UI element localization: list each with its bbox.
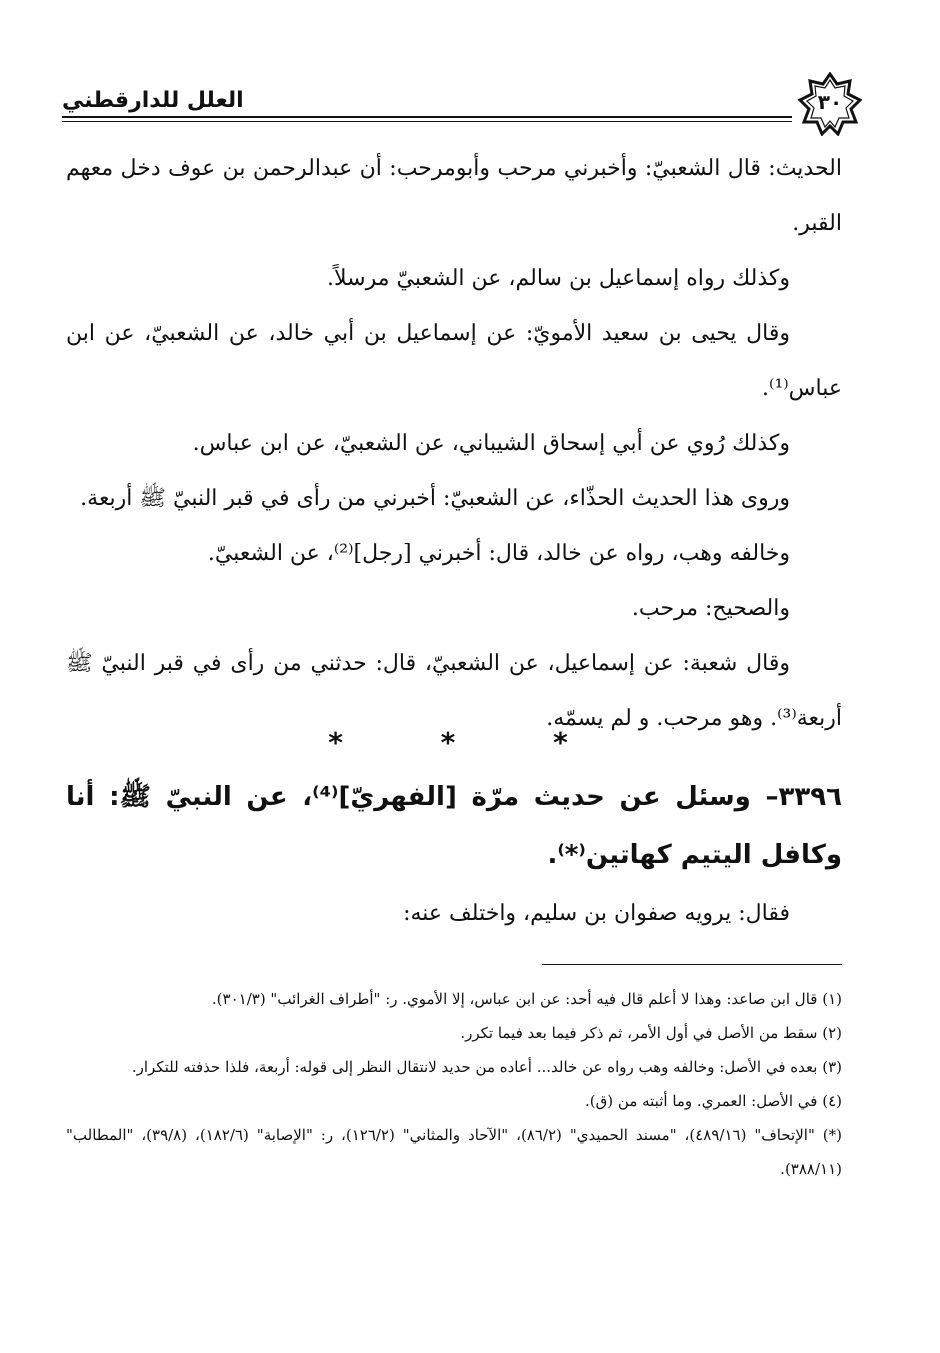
- section-separator: * * *: [328, 726, 612, 759]
- paragraph: وكذلك رواه إسماعيل بن سالم، عن الشعبيّ مرسلاً.: [327, 266, 790, 291]
- footnote: (٢) سقط من الأصل في أول الأمر، ثم ذكر فيما بعد فيما تكرر.: [460, 1024, 842, 1042]
- paragraph: الحديث: قال الشعبيّ: وأخبرني مرحب وأبومرحب: أن عبدالرحمن بن عوف دخل معهم القبر.: [66, 156, 842, 236]
- entry-answer: فقال: يرويه صفوان بن سليم، واختلف عنه:: [403, 901, 790, 926]
- paragraph: وروى هذا الحديث الحذّاء، عن الشعبيّ: أخبرني من رأى في قبر النبيّ ﷺ أربعة.: [80, 486, 790, 511]
- paragraph: وخالفه وهب، رواه عن خالد، قال: أخبرني [رجل]⁽²⁾، عن الشعبيّ.: [207, 541, 790, 566]
- page-number: ٣٠: [817, 90, 843, 114]
- running-header: [62, 72, 862, 132]
- footnote-rule: [542, 964, 842, 965]
- footnote: (١) قال ابن صاعد: وهذا لا أعلم قال فيه أحد: عن ابن عباس، إلا الأموي. ر: "أطراف الغرائب" (٣٠١/٣).: [211, 990, 842, 1008]
- entry-heading: ٣٣٩٦– وسئل عن حديث مرّة [الفهريّ]⁽⁴⁾، عن النبيّ ﷺ: أنا وكافل اليتيم كهاتين⁽*⁾.: [66, 782, 842, 870]
- main-text: [66, 141, 842, 746]
- paragraph: والصحيح: مرحب.: [631, 596, 790, 621]
- header-rule-thin: [62, 121, 792, 122]
- book-title: العلل للدارقطني: [62, 88, 244, 113]
- page-number-badge: [798, 72, 862, 136]
- footnote: (٣) بعده في الأصل: وخالفه وهب رواه عن خالد... أعاده من حديد لانتقال النظر إلى قوله: أربعة، فلذا حذفته للتكرار.: [131, 1058, 842, 1076]
- entry-answer-block: [66, 886, 842, 941]
- header-rule: [62, 116, 792, 118]
- footnote: (*) "الإتحاف" (٤٨٩/١٦)، "مسند الحميدي" (٨٦/٢)، "الآحاد والمثاني" (١٢٦/٢)، ر: "الإصابة" (١٨٢/٦)، (٣٩/٨)، "المطالب" (٣٨٨/١١).: [66, 1126, 842, 1178]
- paragraph: وكذلك رُوي عن أبي إسحاق الشيباني، عن الشعبيّ، عن ابن عباس.: [192, 431, 790, 456]
- paragraph: وقال يحيى بن سعيد الأمويّ: عن إسماعيل بن أبي خالد، عن الشعبيّ، عن ابن عباس⁽¹⁾.: [66, 321, 842, 401]
- footnote: (٤) في الأصل: العمري. وما أثبته من (ق).: [585, 1092, 842, 1110]
- paragraph: وقال شعبة: عن إسماعيل، عن الشعبيّ، قال: حدثني من رأى في قبر النبيّ ﷺ أربعة⁽³⁾. وهو مرحب. و لم يسمّه.: [66, 651, 842, 731]
- footnotes: [66, 982, 842, 1186]
